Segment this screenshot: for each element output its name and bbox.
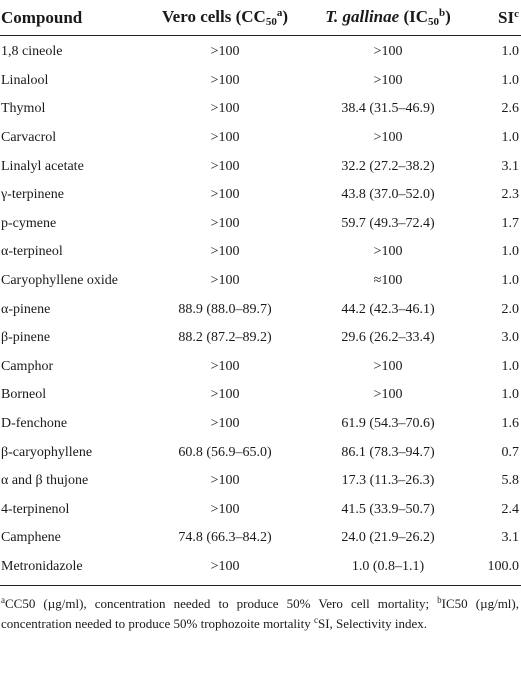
header-t-gallinae: T. gallinae $(IC_{50}^b)$: [300, 0, 476, 36]
table-row: [0, 410, 521, 439]
cell-si: 1.0: [501, 244, 519, 260]
cell-vero-cc50: >100: [210, 387, 240, 403]
cell-compound: β-pinene: [1, 330, 51, 346]
cell-si: 1.0: [501, 44, 519, 60]
cell-tgallinae-ic50: >100: [373, 130, 403, 146]
cell-si: 100.0: [487, 558, 519, 574]
cell-si: 1.6: [501, 416, 519, 432]
cell-compound: Metronidazole: [1, 558, 83, 574]
table-row: [0, 267, 521, 296]
cell-compound: α and β thujone: [1, 473, 89, 489]
cell-compound: β-caryophyllene: [1, 444, 93, 460]
cell-tgallinae-ic50: 29.6 (26.2–33.4): [341, 330, 435, 346]
cell-si: 2.0: [501, 301, 519, 317]
cell-vero-cc50: >100: [210, 244, 240, 260]
cell-tgallinae-ic50: 41.5 (33.9–50.7): [341, 501, 435, 517]
cell-tgallinae-ic50: 61.9 (54.3–70.6): [341, 416, 435, 432]
table-row: [0, 353, 521, 382]
cell-vero-cc50: 88.9 (88.0–89.7): [178, 301, 272, 317]
cell-si: 1.7: [501, 215, 519, 231]
cell-compound: Caryophyllene oxide: [1, 273, 119, 289]
cell-compound: Camphene: [1, 530, 61, 546]
cell-si: 0.7: [501, 444, 519, 460]
cell-si: 2.6: [501, 101, 519, 117]
cell-compound: Linalyl acetate: [1, 158, 84, 174]
cell-tgallinae-ic50: 38.4 (31.5–46.9): [341, 101, 435, 117]
cell-vero-cc50: >100: [210, 158, 240, 174]
cell-si: 3.1: [501, 530, 519, 546]
cell-tgallinae-ic50: 17.3 (11.3–26.3): [341, 473, 435, 489]
cell-vero-cc50: 88.2 (87.2–89.2): [178, 330, 272, 346]
table-row: [0, 467, 521, 496]
cell-compound: α-pinene: [1, 301, 51, 317]
cell-tgallinae-ic50: >100: [373, 44, 403, 60]
table-row: [0, 438, 521, 467]
cell-si: 2.3: [501, 187, 519, 203]
table-header: [0, 0, 521, 36]
table-row: [0, 324, 521, 353]
cell-si: 2.4: [501, 501, 519, 517]
cell-vero-cc50: >100: [210, 416, 240, 432]
table-row: [0, 496, 521, 525]
cell-compound: Thymol: [1, 101, 46, 117]
cell-vero-cc50: >100: [210, 473, 240, 489]
cell-tgallinae-ic50: >100: [373, 358, 403, 374]
cell-compound: 1,8 cineole: [1, 44, 63, 60]
cell-tgallinae-ic50: 24.0 (21.9–26.2): [341, 530, 435, 546]
cell-vero-cc50: >100: [210, 501, 240, 517]
table-row: [0, 36, 521, 67]
cell-compound: D-fenchone: [1, 416, 68, 432]
table-row: [0, 295, 521, 324]
cell-compound: Camphor: [1, 358, 54, 374]
table-row: [0, 381, 521, 410]
table-row: [0, 67, 521, 96]
cell-tgallinae-ic50: 43.8 (37.0–52.0): [341, 187, 435, 203]
table-row: [0, 152, 521, 181]
cell-vero-cc50: >100: [210, 358, 240, 374]
cell-vero-cc50: >100: [210, 130, 240, 146]
cell-si: 3.1: [501, 158, 519, 174]
cell-tgallinae-ic50: ≈100: [373, 273, 403, 289]
table-footnote: $^a$CC50 (µg/ml), concentration needed to produce 50% Vero cell mortality; $^b$IC50 (µg/ml), concentration needed to produce 50% trophozoite mortality $^c$SI, Selectivity index.: [1, 595, 519, 632]
cell-compound: Borneol: [1, 387, 47, 403]
cell-tgallinae-ic50: 1.0 (0.8–1.1): [351, 558, 425, 574]
cell-compound: Linalool: [1, 72, 49, 88]
cell-si: 1.0: [501, 387, 519, 403]
cell-tgallinae-ic50: >100: [373, 244, 403, 260]
cell-tgallinae-ic50: 32.2 (27.2–38.2): [341, 158, 435, 174]
cell-tgallinae-ic50: 86.1 (78.3–94.7): [341, 444, 435, 460]
table-row: [0, 210, 521, 239]
cell-compound: p-cymene: [1, 215, 57, 231]
cell-tgallinae-ic50: >100: [373, 72, 403, 88]
table-body: [0, 36, 521, 582]
cell-tgallinae-ic50: 44.2 (42.3–46.1): [341, 301, 435, 317]
cell-vero-cc50: 60.8 (56.9–65.0): [178, 444, 272, 460]
cell-tgallinae-ic50: >100: [373, 387, 403, 403]
header-compound: Compound: [0, 0, 150, 36]
cell-vero-cc50: >100: [210, 72, 240, 88]
cell-vero-cc50: >100: [210, 273, 240, 289]
cell-vero-cc50: >100: [210, 101, 240, 117]
header-row: [0, 0, 521, 36]
cell-compound: Carvacrol: [1, 130, 57, 146]
header-si: $SI^c$: [476, 0, 521, 36]
cell-si: 1.0: [501, 273, 519, 289]
table-row: [0, 553, 521, 582]
table-row: [0, 124, 521, 153]
cell-si: 3.0: [501, 330, 519, 346]
cell-si: 1.0: [501, 130, 519, 146]
table-row: [0, 95, 521, 124]
cell-compound: α-terpineol: [1, 244, 63, 260]
cell-vero-cc50: 74.8 (66.3–84.2): [178, 530, 272, 546]
cell-compound: 4-terpinenol: [1, 501, 70, 517]
cell-si: 1.0: [501, 72, 519, 88]
cell-vero-cc50: >100: [210, 44, 240, 60]
header-vero-cells: Vero cells $(CC_{50}^a)$: [150, 0, 300, 36]
cell-vero-cc50: >100: [210, 558, 240, 574]
cell-vero-cc50: >100: [210, 215, 240, 231]
cell-tgallinae-ic50: 59.7 (49.3–72.4): [341, 215, 435, 231]
cell-si: 1.0: [501, 358, 519, 374]
table-row: [0, 524, 521, 553]
cell-compound: γ-terpinene: [1, 187, 64, 203]
cell-vero-cc50: >100: [210, 187, 240, 203]
table-row: [0, 181, 521, 210]
cell-si: 5.8: [501, 473, 519, 489]
table-row: [0, 238, 521, 267]
